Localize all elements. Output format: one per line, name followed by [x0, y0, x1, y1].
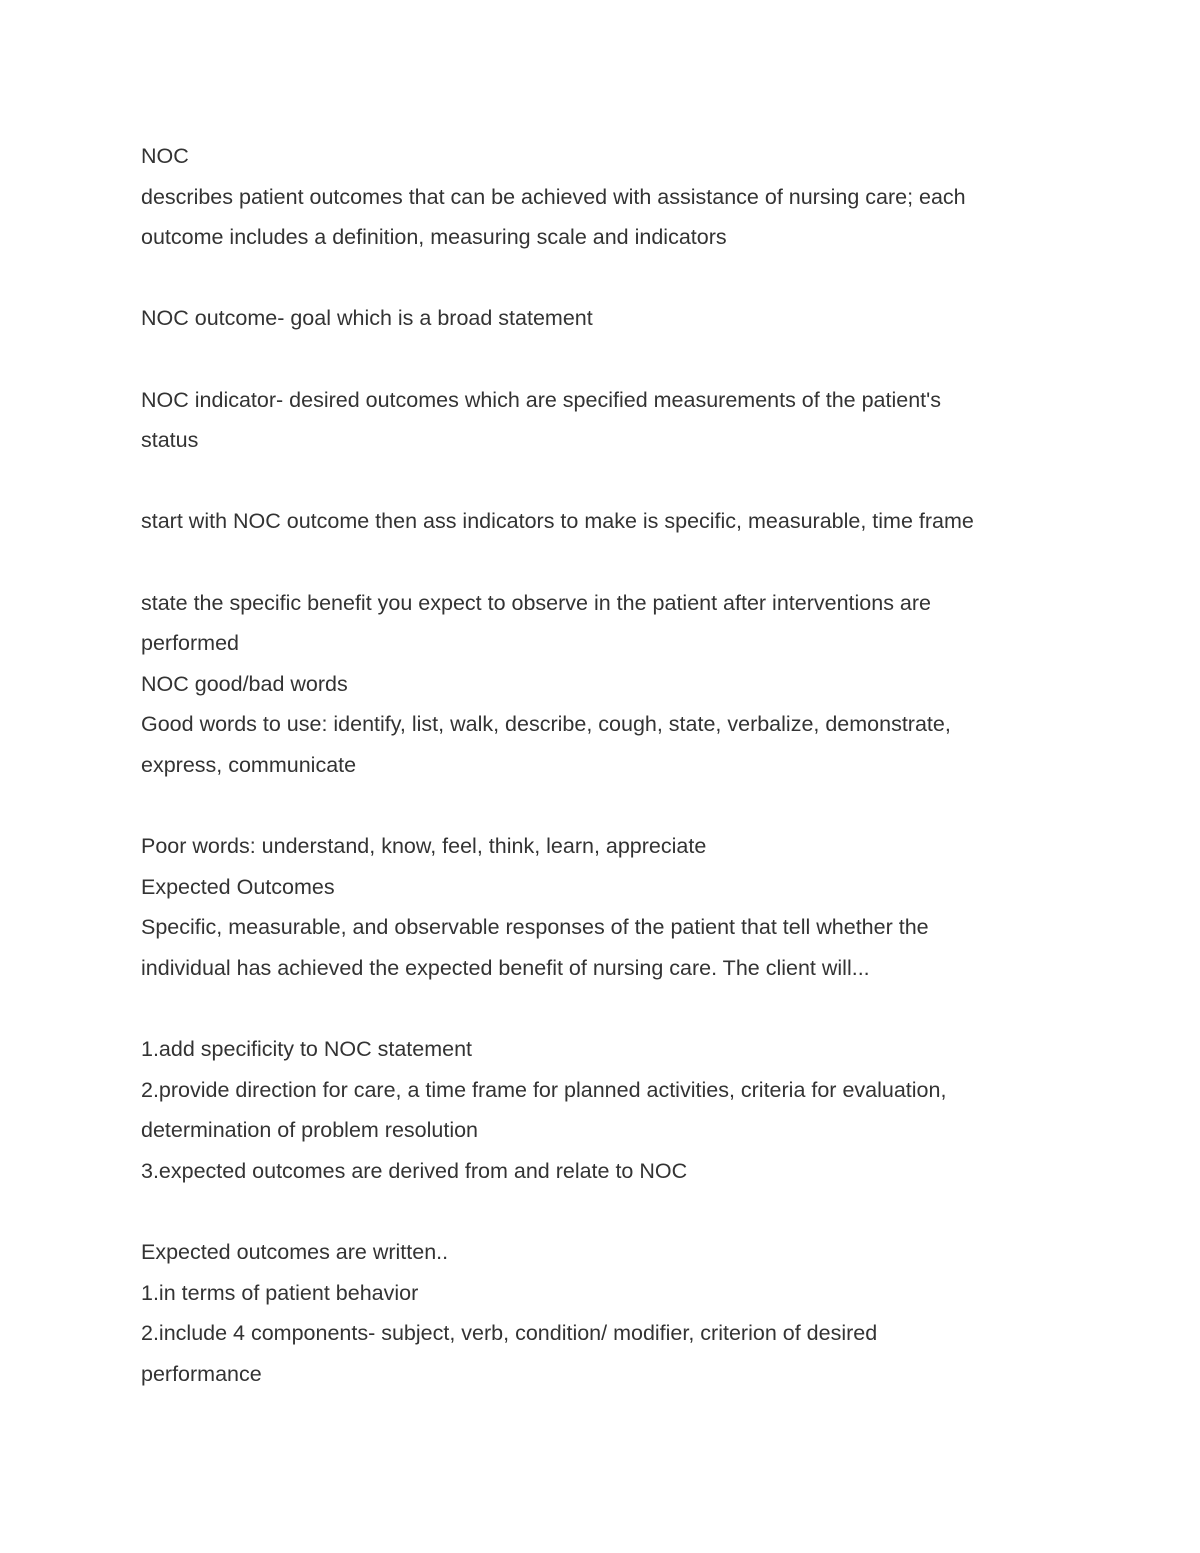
text-line: performed: [141, 631, 239, 656]
list-item: 3.expected outcomes are derived from and relate to NOC: [141, 1158, 688, 1183]
list-item-continuation: performance: [141, 1361, 262, 1386]
blank-line: [141, 339, 1071, 380]
text-line: state the specific benefit you expect to observe in the patient after interventions are: [141, 590, 931, 615]
list-item: 1.add specificity to NOC statement: [141, 1037, 473, 1062]
text-line: individual has achieved the expected benefit of nursing care. The client will...: [141, 955, 870, 980]
list-item: 1.in terms of patient behavior: [141, 1280, 419, 1305]
blank-line: [141, 988, 1071, 1029]
text-line: express, communicate: [141, 752, 357, 777]
text-line: outcome includes a definition, measuring scale and indicators: [141, 225, 727, 250]
text-line: status: [141, 428, 199, 453]
heading-good-bad-words: NOC good/bad words: [141, 671, 348, 696]
blank-line: [141, 786, 1071, 827]
text-line: Good words to use: identify, list, walk, describe, cough, state, verbalize, demonstrate,: [141, 712, 951, 737]
text-line: NOC outcome- goal which is a broad statement: [141, 306, 593, 331]
list-item: 2.include 4 components- subject, verb, condition/ modifier, criterion of desired: [141, 1321, 878, 1346]
text-line: Poor words: understand, know, feel, think, learn, appreciate: [141, 834, 707, 859]
text-line: describes patient outcomes that can be achieved with assistance of nursing care; each: [141, 184, 966, 209]
list-item: 2.provide direction for care, a time frame for planned activities, criteria for evaluation,: [141, 1077, 947, 1102]
list-item-continuation: determination of problem resolution: [141, 1118, 479, 1143]
heading-expected-outcomes: Expected Outcomes: [141, 874, 335, 899]
blank-line: [141, 461, 1071, 502]
heading-noc: NOC: [141, 144, 189, 168]
document-body: [141, 136, 1071, 1394]
blank-line: [141, 1191, 1071, 1232]
text-line: start with NOC outcome then ass indicators to make is specific, measurable, time frame: [141, 509, 974, 534]
text-line: NOC indicator- desired outcomes which are specified measurements of the patient's: [141, 387, 941, 412]
blank-line: [141, 258, 1071, 299]
blank-line: [141, 542, 1071, 583]
text-line: Expected outcomes are written..: [141, 1240, 449, 1265]
text-line: Specific, measurable, and observable responses of the patient that tell whether the: [141, 915, 929, 940]
